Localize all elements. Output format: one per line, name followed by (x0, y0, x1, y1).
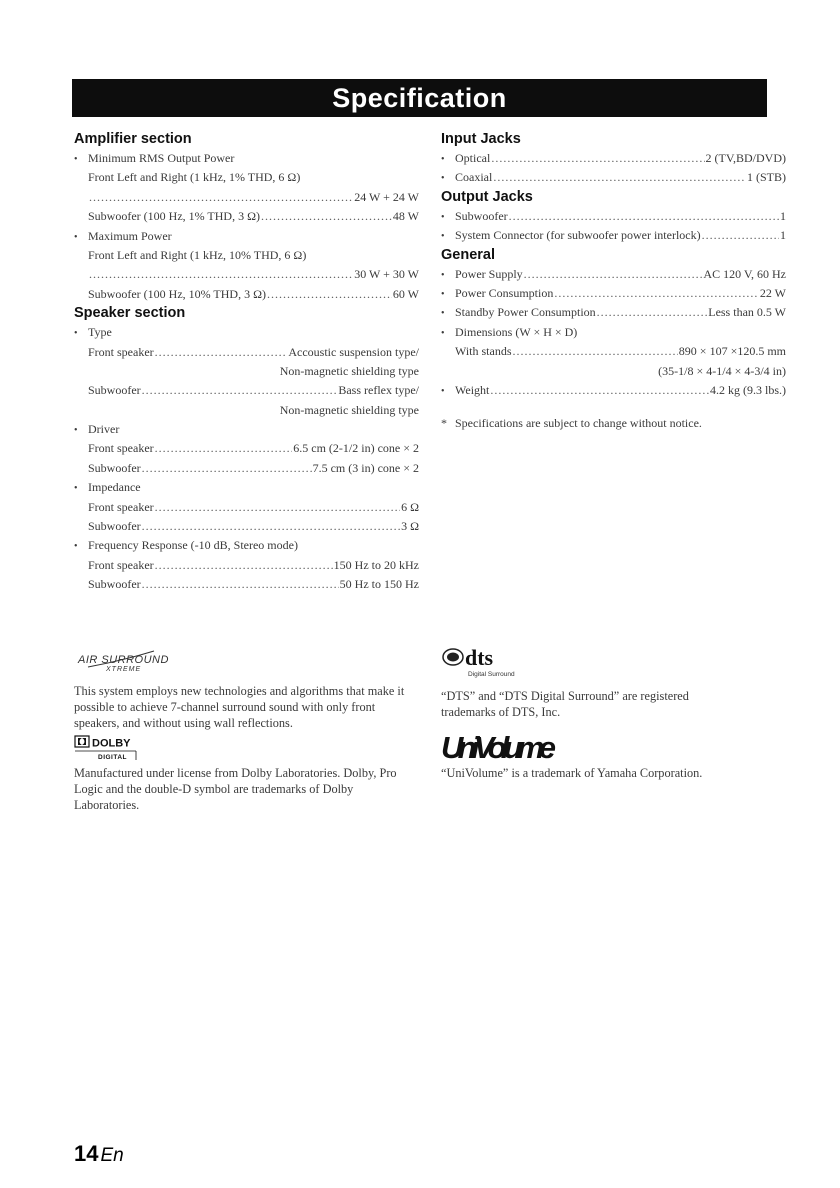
spec-value-row: Non-magnetic shielding type (279, 402, 419, 417)
univolume-logo (439, 728, 559, 764)
spec-item: • Weight ..... 4.2 kg (9.3 lbs.) (441, 381, 786, 400)
svg-text:AIR SURROUND: AIR SURROUND (78, 654, 169, 666)
spec-subitem: Subwoofer ..... Bass reflex type/ (74, 381, 419, 400)
spec-item: • Maximum Power (74, 228, 172, 243)
dts-digital-surround-logo (441, 645, 521, 681)
spec-subitem: Front speaker ..... 6 Ω (74, 498, 419, 517)
spec-item: • Optical ..... 2 (TV,BD/DVD) (441, 149, 786, 168)
spec-item: • Standby Power Consumption ..... Less than 0.5 W (441, 303, 786, 322)
svg-text:Digital Surround: Digital Surround (468, 671, 515, 678)
page-language: En (100, 1145, 124, 1166)
right-column (441, 130, 786, 431)
spec-item: • Minimum RMS Output Power (74, 151, 235, 165)
page-number (74, 1141, 124, 1167)
input-jacks-heading: Input Jacks (441, 131, 521, 147)
asterisk: * (441, 416, 447, 431)
spec-subitem: Subwoofer ..... 3 Ω (74, 517, 419, 536)
spec-item: • Power Supply ..... AC 120 V, 60 Hz (441, 265, 786, 284)
spec-item: • Driver (74, 422, 120, 437)
spec-subitem: Front speaker ..... 150 Hz to 20 kHz (74, 556, 419, 575)
spec-item: • Frequency Response (-10 dB, Stereo mode) (74, 538, 298, 553)
spec-subitem: Front speaker ..... Accoustic suspension type/ (74, 343, 419, 362)
univolume-description: “UniVolume” is a trademark of Yamaha Corporation. (441, 766, 703, 780)
page-banner-title: Specification (72, 79, 767, 117)
spec-value-row: (35-1/8 × 4-1/4 × 4-3/4 in) (658, 363, 786, 378)
spec-item: • Dimensions (W × H × D) (441, 324, 578, 339)
spec-subitem: Subwoofer (100 Hz, 10% THD, 3 Ω) ..... 60 W (74, 285, 419, 304)
spec-subitem: With stands ..... 890 × 107 ×120.5 mm (441, 342, 786, 361)
svg-text:UniVolume: UniVolume (441, 730, 555, 764)
spec-footnote (441, 416, 786, 431)
svg-text:dts: dts (465, 645, 494, 670)
spec-subitem: Subwoofer (100 Hz, 1% THD, 3 Ω) ..... 48 W (74, 207, 419, 226)
spec-item: • System Connector (for subwoofer power interlock) ..... 1 (441, 226, 786, 245)
spec-item: • Type (74, 325, 112, 340)
air-surround-xtreme-logo (76, 643, 176, 673)
spec-subitem: Subwoofer ..... 50 Hz to 150 Hz (74, 575, 419, 594)
spec-subitem: Front Left and Right (1 kHz, 10% THD, 6 Ω) (88, 247, 307, 262)
dolby-digital-logo (74, 734, 146, 762)
spec-value-row: ..... 24 W + 24 W (74, 188, 419, 207)
dolby-description: Manufactured under license from Dolby Laboratories. Dolby, Pro Logic and the double-D symbol are trademarks of Dolby Laboratories. (74, 766, 397, 812)
speaker-section-heading: Speaker section (74, 305, 186, 322)
spec-item: • Impedance (74, 480, 141, 495)
left-column (74, 130, 419, 595)
general-heading: General (441, 246, 495, 263)
page-number-value: 14 (74, 1141, 99, 1166)
spec-subitem: Subwoofer ..... 7.5 cm (3 in) cone × 2 (74, 459, 419, 478)
spec-subitem: Front Left and Right (1 kHz, 1% THD, 6 Ω) (88, 170, 301, 185)
output-jacks-heading: Output Jacks (441, 188, 533, 205)
svg-text:DOLBY: DOLBY (92, 737, 131, 750)
spec-value-row: Non-magnetic shielding type (279, 363, 419, 378)
amplifier-section-heading: Amplifier section (74, 131, 192, 147)
footnote-text: Specifications are subject to change without notice. (455, 416, 702, 431)
air-surround-description: This system employs new technologies and algorithms that make it possible to achieve 7-channel surround sound with only front speakers, and without using wall reflections. (74, 684, 405, 730)
svg-text:DIGITAL: DIGITAL (98, 754, 128, 761)
spec-value-row: ..... 30 W + 30 W (74, 265, 419, 284)
spec-subitem: Front speaker ..... 6.5 cm (2-1/2 in) cone × 2 (74, 439, 419, 458)
spec-item: • Coaxial ..... 1 (STB) (441, 168, 786, 187)
dts-description: “DTS” and “DTS Digital Surround” are registered trademarks of DTS, Inc. (441, 689, 689, 719)
spec-item: • Power Consumption ..... 22 W (441, 284, 786, 303)
spec-item: • Subwoofer ..... 1 (441, 207, 786, 226)
svg-text:XTREME: XTREME (106, 666, 142, 673)
